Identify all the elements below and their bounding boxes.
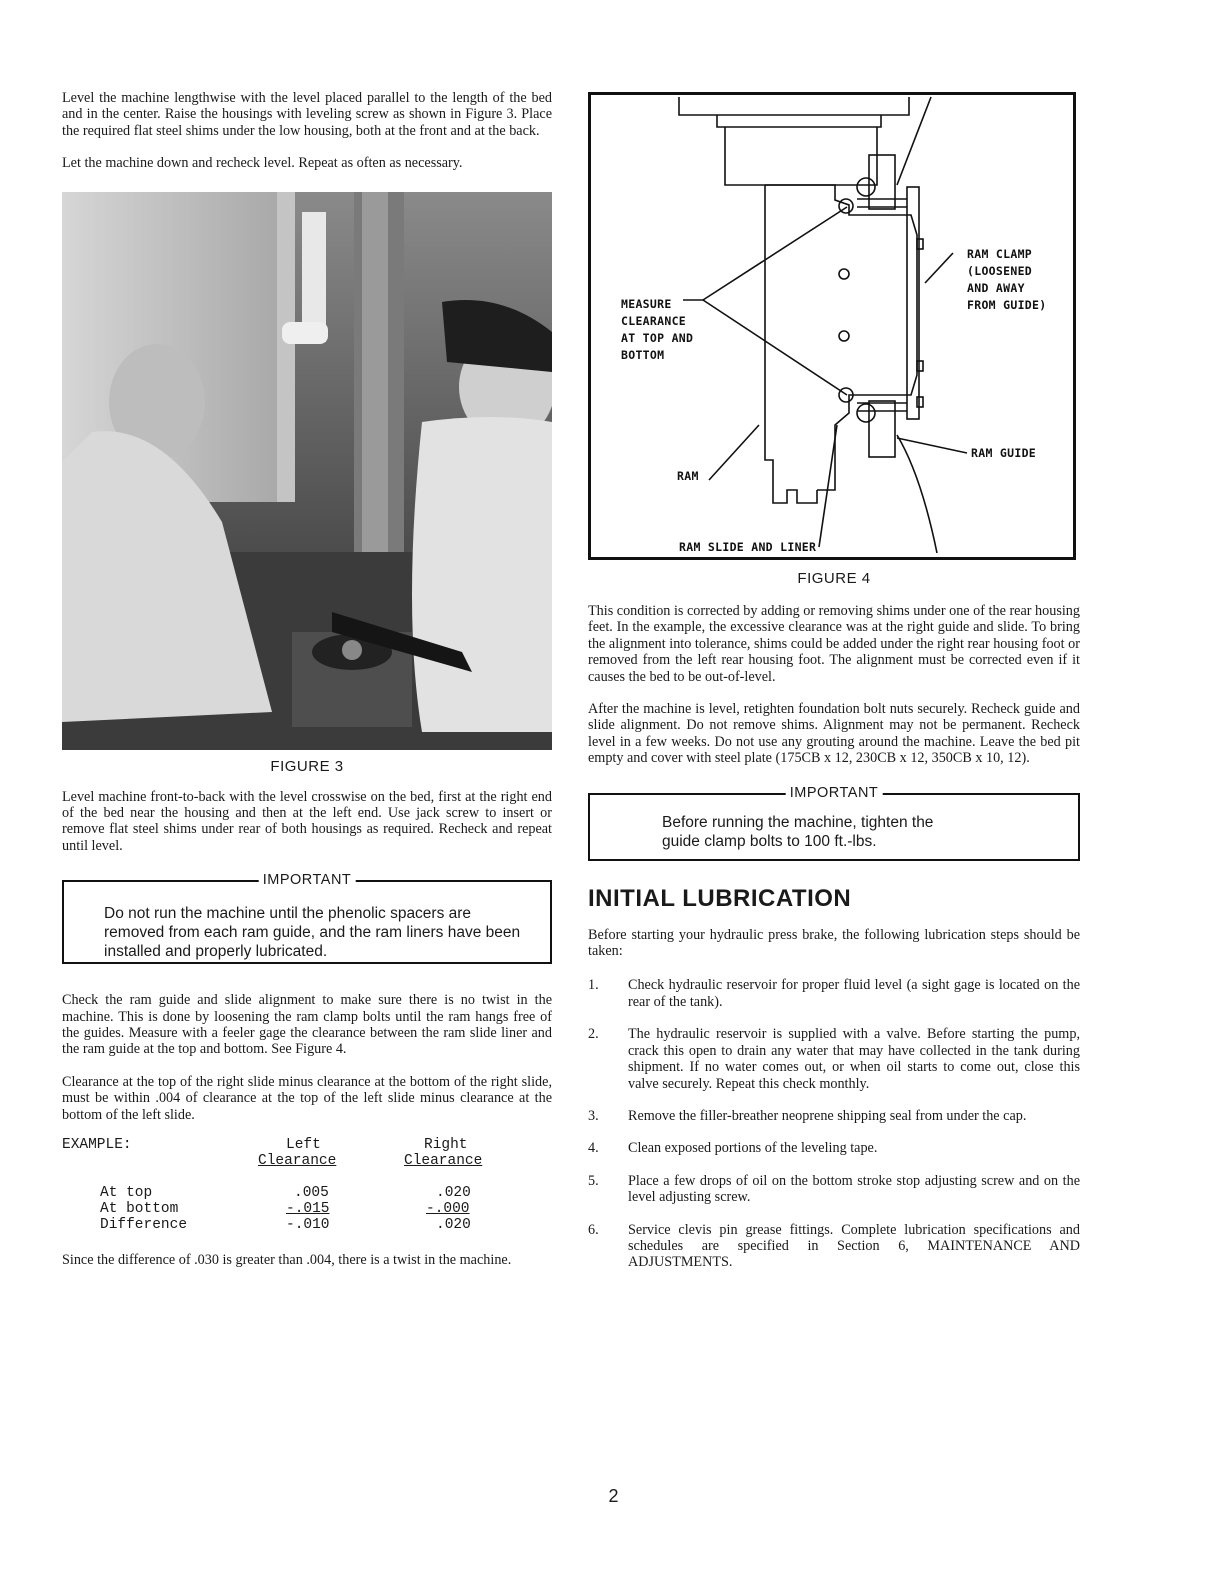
page-number: 2 — [608, 1486, 619, 1506]
figure-4-diagram — [588, 92, 1076, 560]
right-clearance-head1: Right — [424, 1137, 468, 1154]
list-item: 1. Check hydraulic reservoir for proper fluid level (a sight gage is located on the rear of the tank). — [588, 977, 1080, 1010]
left-top-value: .005 — [294, 1185, 329, 1202]
right-bottom-value: -.000 — [426, 1201, 470, 1218]
label-ram-clamp-2: (LOOSENED — [967, 264, 1033, 278]
label-measure-3: AT TOP AND — [621, 331, 694, 345]
row-label-difference: Difference — [100, 1217, 188, 1234]
section-heading-initial-lubrication: INITIAL LUBRICATION — [588, 884, 852, 912]
paragraph-clearance-rule: Clearance at the top of the right slide minus clearance at the bottom of the right slide, must be within .004 of clearance at the top of the left slide minus clearance at the bottom of the left slide. — [62, 1073, 552, 1123]
right-column — [588, 92, 1080, 1287]
paragraph-check-alignment: Check the ram guide and slide alignment to make sure there is no twist in the machine. This is done by loosening the ram clamp bolts until the ram hangs free of the guides. Measure with a feeler gage the clearance between the ram slide liner and the ram guide at the top and bottom. See Figure 4. — [62, 992, 552, 1058]
left-diff-value: -.010 — [286, 1217, 330, 1234]
label-ram-slide-and-liner: RAM SLIDE AND LINER — [679, 540, 817, 554]
important-box-guide-clamp — [588, 784, 1080, 861]
list-item: 3. Remove the filler-breather neoprene shipping seal from under the cap. — [588, 1107, 1027, 1124]
label-ram-clamp-1: RAM CLAMP — [967, 247, 1033, 261]
important-label: IMPORTANT — [259, 872, 356, 888]
paragraph-recheck-level: Let the machine down and recheck level. Repeat as often as necessary. — [62, 155, 463, 172]
figure-3-illustration — [62, 192, 552, 750]
important-text: Do not run the machine until the phenolic spacers are removed from each ram guide, and the ram liners have been installed and properly lubricated. — [104, 905, 521, 961]
right-top-value: .020 — [436, 1185, 471, 1202]
paragraph-after-level: After the machine is level, retighten foundation bolt nuts securely. Recheck guide and slide alignment. Do not remove shims. Alignment may not be permanent. Recheck level in a few weeks. Do not use any grouting around the machine. Leave the bed pit empty and cover with steel plate (175CB x 12, 230CB x 12, 350CB x 10, 12). — [588, 701, 1080, 767]
left-clearance-head2: Clearance — [258, 1153, 337, 1170]
label-ram-clamp-4: FROM GUIDE) — [967, 298, 1047, 312]
left-bottom-value: -.015 — [286, 1201, 330, 1218]
important-label: IMPORTANT — [786, 785, 883, 801]
paragraph-level-front-to-back: Level machine front-to-back with the level crosswise on the bed, first at the right end of the bed near the housing and then at the left end. Use jack screw to insert or remove flat steel shims under rear of both housings as required. Recheck and repeat until level. — [62, 788, 552, 854]
paragraph-twist-conclusion: Since the difference of .030 is greater than .004, there is a twist in the machine. — [62, 1252, 512, 1269]
figure-4-caption: FIGURE 4 — [797, 570, 871, 587]
label-ram-guide: RAM GUIDE — [971, 446, 1037, 460]
list-item: 5. Place a few drops of oil on the bottom stroke stop adjusting screw and on the level adjusting screw. — [588, 1172, 1080, 1206]
label-measure-2: CLEARANCE — [621, 314, 687, 328]
left-clearance-head1: Left — [286, 1137, 321, 1154]
paragraph-condition-corrected: This condition is corrected by adding or removing shims under one of the rear housing feet. In the example, the excessive clearance was at the right guide and slide. To bring the alignment into tolerance, shims could be added under the right rear housing foot or removed from the left rear housing foot. The alignment must be corrected even if it causes the bed to be out-of-level. — [588, 603, 1080, 685]
important-box-phenolic-spacers — [62, 872, 552, 964]
figure-4-drawing — [591, 95, 1073, 557]
paragraph-level-lengthwise: Level the machine lengthwise with the level placed parallel to the length of the bed and in the center. Raise the housings with leveling screw as shown in Figure 3. Place the required flat steel shims under the low housing, both at the front and at the back. — [62, 90, 552, 139]
label-ram-clamp-3: AND AWAY — [967, 281, 1025, 295]
paragraph-lubrication-intro: Before starting your hydraulic press brake, the following lubrication steps should be taken: — [588, 926, 1080, 960]
right-diff-value: .020 — [436, 1217, 471, 1234]
lubrication-steps-list — [588, 977, 1080, 1270]
example-label: EXAMPLE: — [62, 1137, 132, 1154]
left-column — [62, 90, 552, 1285]
figure-3-photo — [62, 192, 552, 750]
right-clearance-head2: Clearance — [404, 1153, 483, 1170]
figure-3-caption: FIGURE 3 — [270, 757, 344, 775]
label-measure-4: BOTTOM — [621, 348, 665, 362]
label-ram: RAM — [677, 469, 699, 483]
row-label-bottom: At bottom — [100, 1201, 179, 1218]
example-table — [62, 1137, 552, 1242]
list-item: 2. The hydraulic reservoir is supplied with a valve. Before starting the pump, crack this open to drain any water that may have collected in the tank during shipment. If no water comes out, or when oil starts to come out, close this valve securely. Repeat this check monthly. — [588, 1026, 1080, 1092]
row-label-top: At top — [100, 1185, 153, 1202]
label-measure-1: MEASURE — [621, 297, 672, 311]
important-text: Before running the machine, tighten the guide clamp bolts to 100 ft.-lbs. — [662, 813, 934, 850]
list-item: 6. Service clevis pin grease fittings. Complete lubrication specifications and schedules are specified in Section 6, MAINTENANCE AND ADJUSTMENTS. — [588, 1221, 1080, 1271]
list-item: 4. Clean exposed portions of the leveling tape. — [588, 1140, 878, 1157]
